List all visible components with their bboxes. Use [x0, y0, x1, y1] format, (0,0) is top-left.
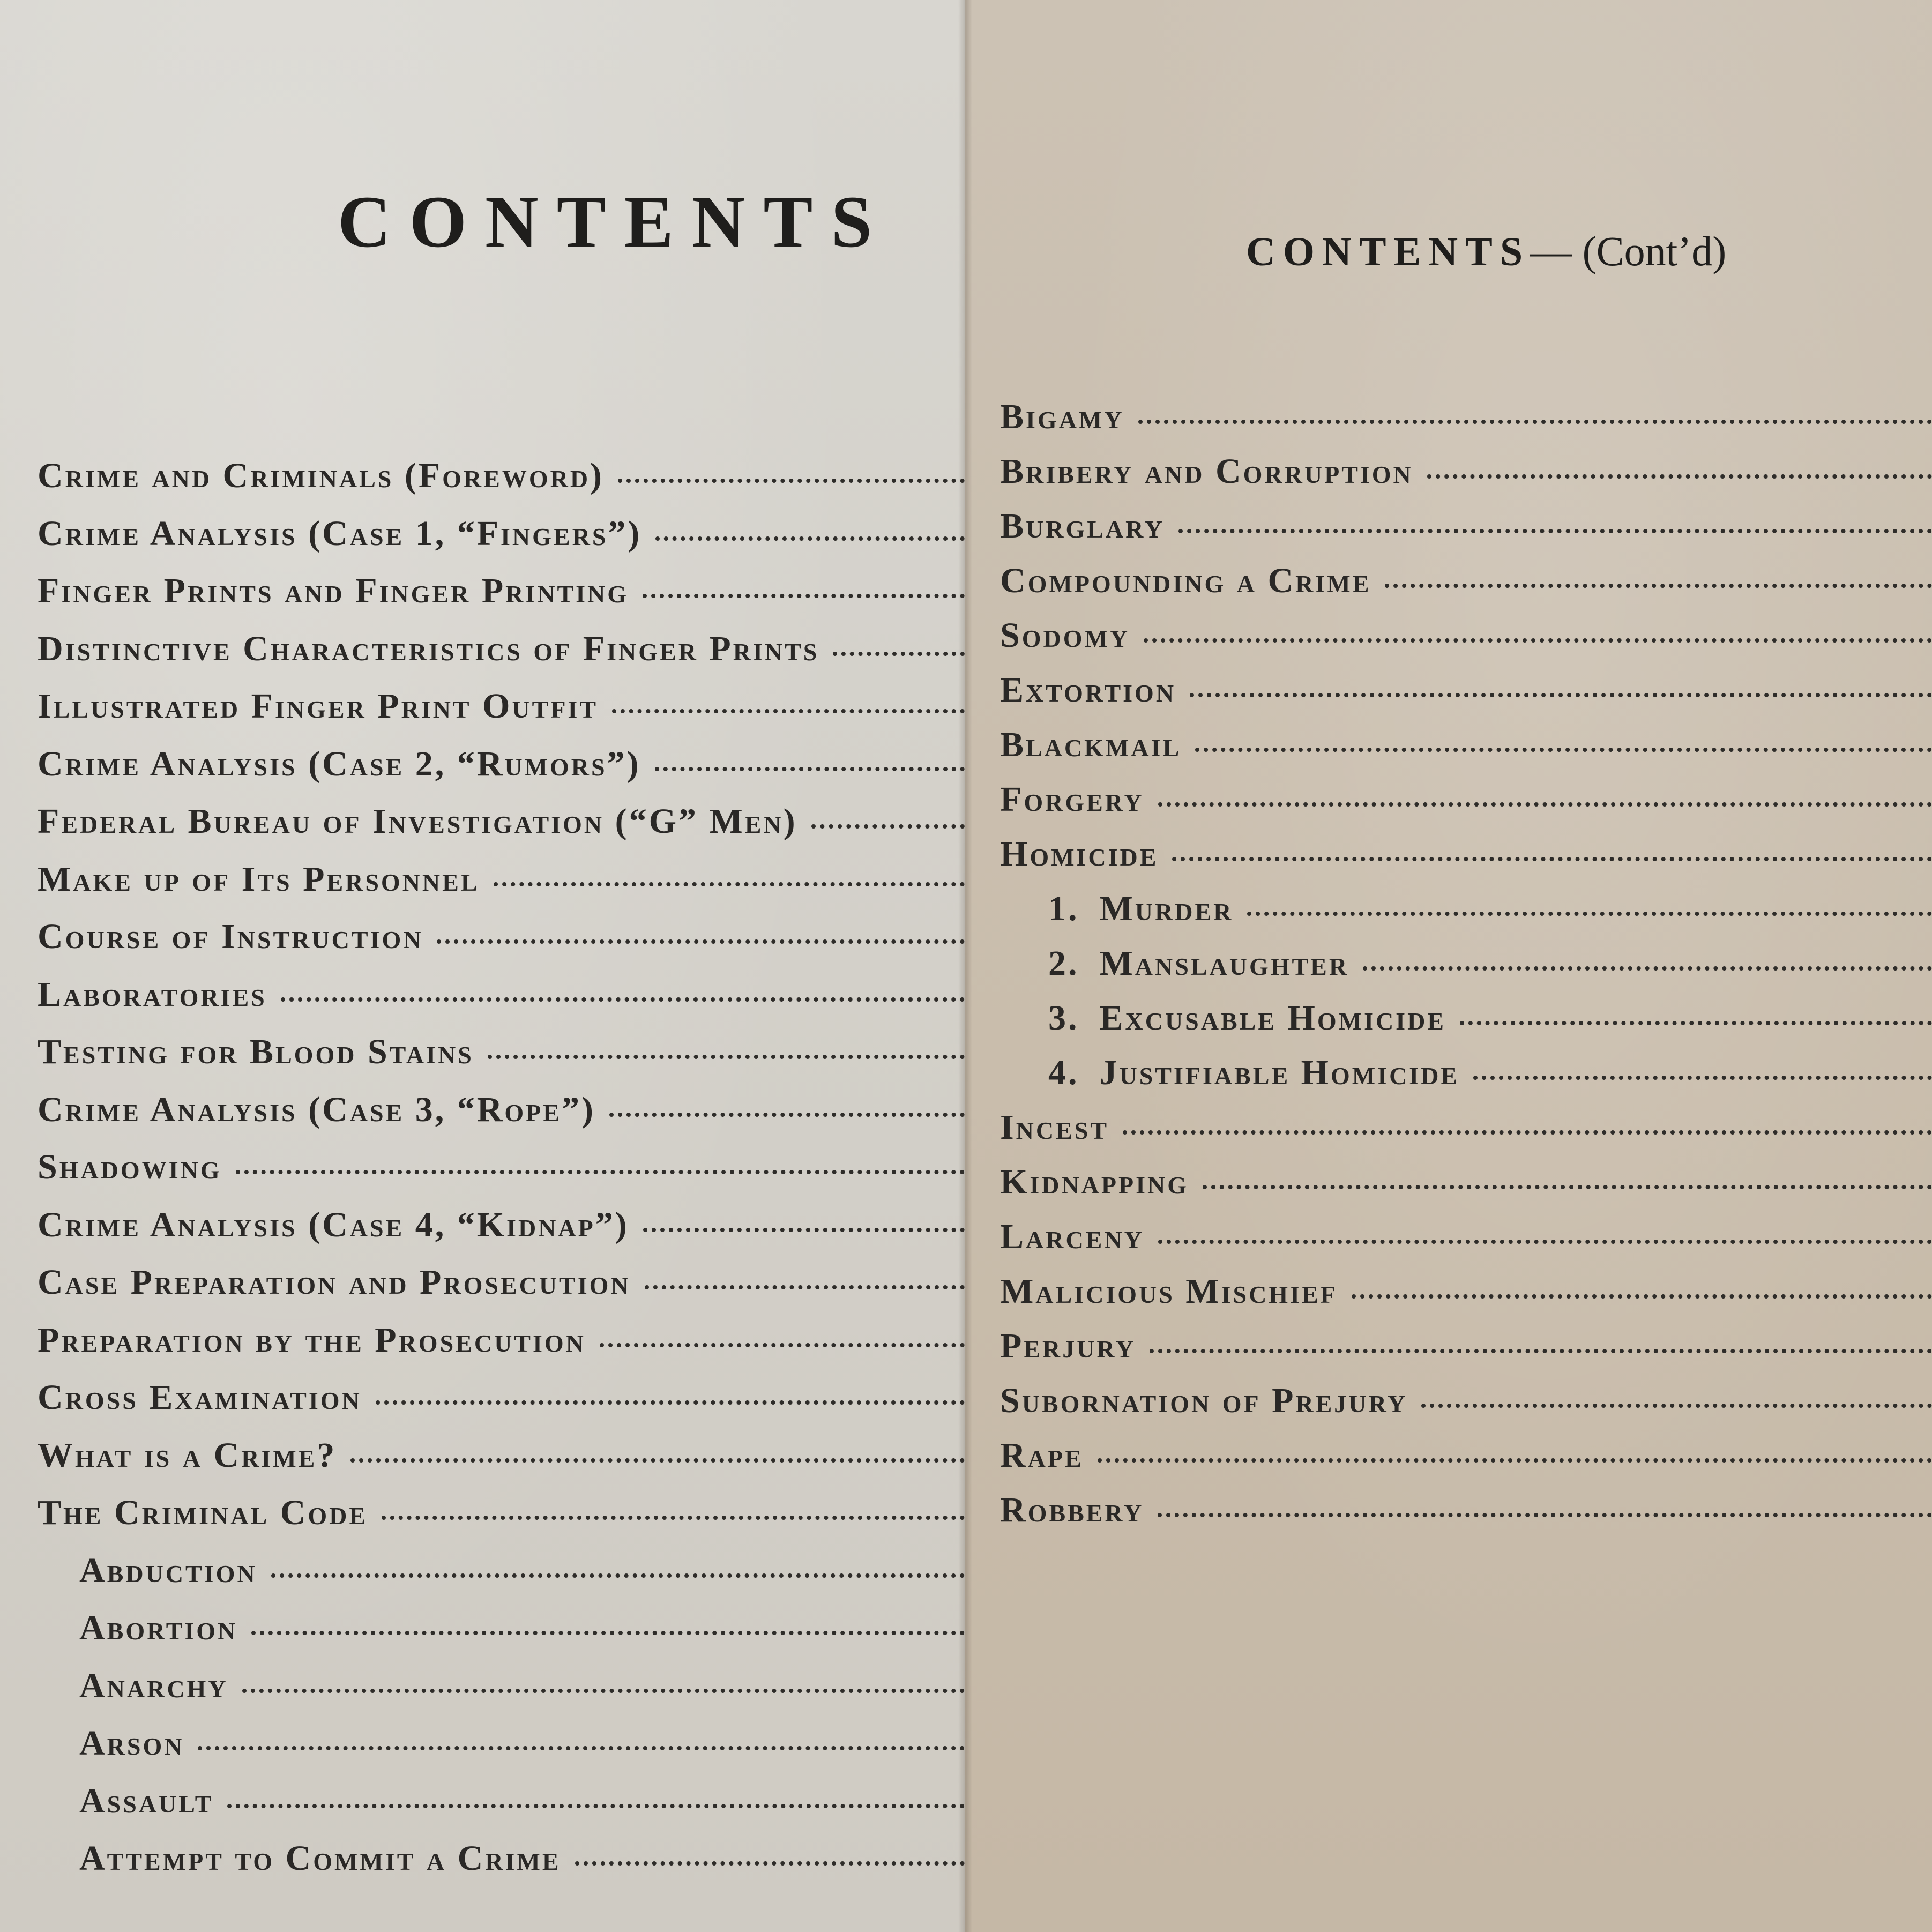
toc-entry [38, 974, 965, 1032]
toc-entry [38, 859, 965, 917]
toc-entry-label: Bribery and Corruption [1000, 452, 1413, 491]
book-gutter [958, 0, 972, 1932]
toc-entry-label: Crime Analysis (Case 1, “Fingers”) [38, 513, 642, 553]
toc-entry-label: Illustrated Finger Print Outfit [38, 687, 599, 726]
toc-entry [38, 1205, 965, 1263]
toc-entry [1000, 615, 1932, 670]
toc-entry-label: Sodomy [1000, 616, 1130, 655]
subentry-number: 2. [1048, 944, 1079, 983]
dot-leader [618, 479, 965, 483]
dot-leader [1172, 857, 1932, 861]
dot-leader [655, 536, 965, 541]
toc-entry-label: Extortion [1000, 670, 1176, 710]
toc-entry-label: Compounding a Crime [1000, 561, 1371, 600]
dot-leader [251, 1631, 965, 1635]
toc-entry-label: The Criminal Code [38, 1493, 368, 1532]
dot-leader [1150, 1349, 1932, 1353]
dot-leader [643, 594, 965, 598]
left-page [0, 0, 965, 1932]
contents-continued-title [1246, 230, 1726, 272]
toc-entry [1000, 1326, 1932, 1381]
subentry-number: 3. [1048, 998, 1079, 1038]
toc-entry-label: Arson [79, 1724, 184, 1763]
dot-leader [236, 1170, 965, 1174]
toc-entry [38, 1262, 965, 1320]
dot-leader [811, 824, 965, 829]
toc-subentry [38, 1781, 965, 1839]
toc-entry [38, 456, 965, 513]
toc-entry [38, 1493, 965, 1550]
toc-entry-label: Blackmail [1000, 725, 1182, 764]
dot-leader [1123, 1130, 1932, 1135]
toc-entry [1000, 1381, 1932, 1435]
dot-leader [488, 1055, 965, 1059]
dot-leader [609, 1113, 965, 1117]
toc-entry [38, 1147, 965, 1205]
toc-entry-label: Course of Instruction [38, 917, 423, 956]
toc-subentry [1000, 998, 1932, 1053]
toc-entry-label: Shadowing [38, 1147, 222, 1187]
toc-entry-label: Make up of Its Personnel [38, 859, 480, 899]
toc-entry-label: Attempt to Commit a Crime [79, 1839, 561, 1878]
toc-entry-label: Kidnapping [1000, 1162, 1189, 1202]
toc-entry [38, 571, 965, 629]
dot-leader [376, 1400, 965, 1405]
toc-entry [1000, 670, 1932, 725]
toc-entry-label: Assault [79, 1781, 214, 1821]
toc-entry [38, 629, 965, 687]
dot-leader [1352, 1294, 1932, 1299]
toc-subentry [1000, 889, 1932, 943]
toc-entry-label: What is a Crime? [38, 1435, 337, 1475]
toc-entry [38, 744, 965, 802]
dot-leader [1363, 966, 1932, 971]
toc-entry-label: Larceny [1000, 1217, 1144, 1256]
toc-entry-label: Distinctive Characteristics of Finger Prints [38, 629, 819, 668]
toc-entry-label: Subornation of Prejury [1000, 1381, 1408, 1420]
toc-entry-label: Preparation by the Prosecution [38, 1320, 586, 1360]
toc-entry-label: Finger Prints and Finger Printing [38, 571, 629, 610]
toc-subentry [38, 1608, 965, 1666]
dot-leader [1460, 1021, 1932, 1025]
toc-entry [38, 686, 965, 744]
toc-entry-label: Federal Bureau of Investigation (“G” Men) [38, 802, 797, 841]
toc-entry [1000, 725, 1932, 779]
toc-entry-label: Manslaughter [1099, 944, 1349, 983]
toc-entry [1000, 1107, 1932, 1162]
dot-leader [1158, 802, 1932, 807]
toc-entry-label: Testing for Blood Stains [38, 1032, 474, 1071]
toc-entry-label: Perjury [1000, 1326, 1136, 1366]
dot-leader [643, 1228, 965, 1232]
toc-subentry [1000, 943, 1932, 998]
toc-subentry [38, 1666, 965, 1724]
dot-leader [271, 1573, 965, 1578]
toc-entry-label: Murder [1099, 889, 1234, 928]
dot-leader [600, 1343, 965, 1347]
dot-leader [494, 882, 965, 886]
toc-entry-label: Cross Examination [38, 1378, 362, 1417]
toc-entry-label: Crime Analysis (Case 4, “Kidnap”) [38, 1205, 629, 1244]
toc-entry-label: Crime Analysis (Case 3, “Rope”) [38, 1090, 595, 1129]
dot-leader [350, 1458, 965, 1463]
contents-continued-word: CONTENTS [1246, 229, 1531, 274]
subentry-number: 4. [1048, 1053, 1079, 1092]
toc-entry-label: Burglary [1000, 506, 1165, 546]
dot-leader [437, 939, 965, 944]
toc-entry [38, 801, 965, 859]
dot-leader [1158, 1513, 1932, 1517]
toc-entry [1000, 561, 1932, 615]
dot-leader [1195, 748, 1932, 752]
dot-leader [612, 709, 965, 713]
dot-leader [575, 1861, 965, 1866]
toc-entry [1000, 1217, 1932, 1271]
toc-entry [1000, 1162, 1932, 1217]
dot-leader [242, 1689, 965, 1693]
toc-entry-label: Justifiable Homicide [1099, 1053, 1460, 1092]
contents-list [38, 456, 965, 1896]
dot-leader [1098, 1458, 1932, 1463]
toc-subentry [38, 1550, 965, 1608]
toc-entry-label: Homicide [1000, 834, 1159, 874]
continued-suffix: — (Cont’d) [1530, 228, 1727, 274]
dot-leader [1385, 584, 1932, 588]
dot-leader [1203, 1185, 1932, 1189]
dot-leader [198, 1746, 965, 1750]
toc-subentry [38, 1723, 965, 1781]
toc-subentry [1000, 1053, 1932, 1107]
subentry-number: 1. [1048, 889, 1079, 928]
dot-leader [1158, 1240, 1932, 1244]
toc-entry [38, 1032, 965, 1090]
toc-entry [38, 1090, 965, 1147]
toc-entry-label: Robbery [1000, 1490, 1144, 1530]
dot-leader [227, 1804, 965, 1808]
dot-leader [1138, 420, 1932, 424]
dot-leader [1421, 1404, 1932, 1408]
toc-entry-label: Abduction [79, 1550, 257, 1590]
right-page [965, 0, 1932, 1932]
toc-entry [1000, 451, 1932, 506]
dot-leader [281, 997, 965, 1002]
toc-entry [1000, 1490, 1932, 1545]
toc-entry-label: Anarchy [79, 1666, 228, 1705]
toc-entry [38, 1435, 965, 1493]
toc-entry [1000, 397, 1932, 451]
toc-entry [1000, 1271, 1932, 1326]
toc-subentry [38, 1838, 965, 1896]
toc-entry [38, 1320, 965, 1378]
toc-entry [1000, 779, 1932, 834]
toc-entry [1000, 1435, 1932, 1490]
contents-continued-list [1000, 397, 1932, 1545]
toc-entry [38, 1377, 965, 1435]
dot-leader [1247, 912, 1932, 916]
dot-leader [655, 767, 965, 771]
toc-entry-label: Excusable Homicide [1099, 998, 1446, 1038]
toc-entry [1000, 506, 1932, 561]
toc-entry-label: Bigamy [1000, 397, 1124, 436]
dot-leader [833, 652, 965, 656]
toc-entry [1000, 834, 1932, 889]
dot-leader [1473, 1076, 1932, 1080]
toc-entry-label: Rape [1000, 1436, 1084, 1475]
toc-entry-label: Laboratories [38, 974, 267, 1014]
toc-entry-label: Crime Analysis (Case 2, “Rumors”) [38, 744, 641, 784]
dot-leader [1427, 474, 1932, 479]
toc-entry [38, 513, 965, 571]
toc-entry-label: Crime and Criminals (Foreword) [38, 456, 605, 495]
toc-entry-label: Incest [1000, 1108, 1109, 1147]
dot-leader [645, 1285, 965, 1289]
toc-entry-label: Malicious Mischief [1000, 1272, 1338, 1311]
toc-entry [38, 916, 965, 974]
toc-entry-label: Forgery [1000, 780, 1144, 819]
contents-title: CONTENTS [338, 181, 891, 263]
dot-leader [1190, 693, 1932, 697]
dot-leader [382, 1516, 965, 1520]
dot-leader [1178, 529, 1932, 533]
dot-leader [1144, 638, 1932, 643]
toc-entry-label: Case Preparation and Prosecution [38, 1263, 631, 1302]
toc-entry-label: Abortion [79, 1608, 238, 1647]
